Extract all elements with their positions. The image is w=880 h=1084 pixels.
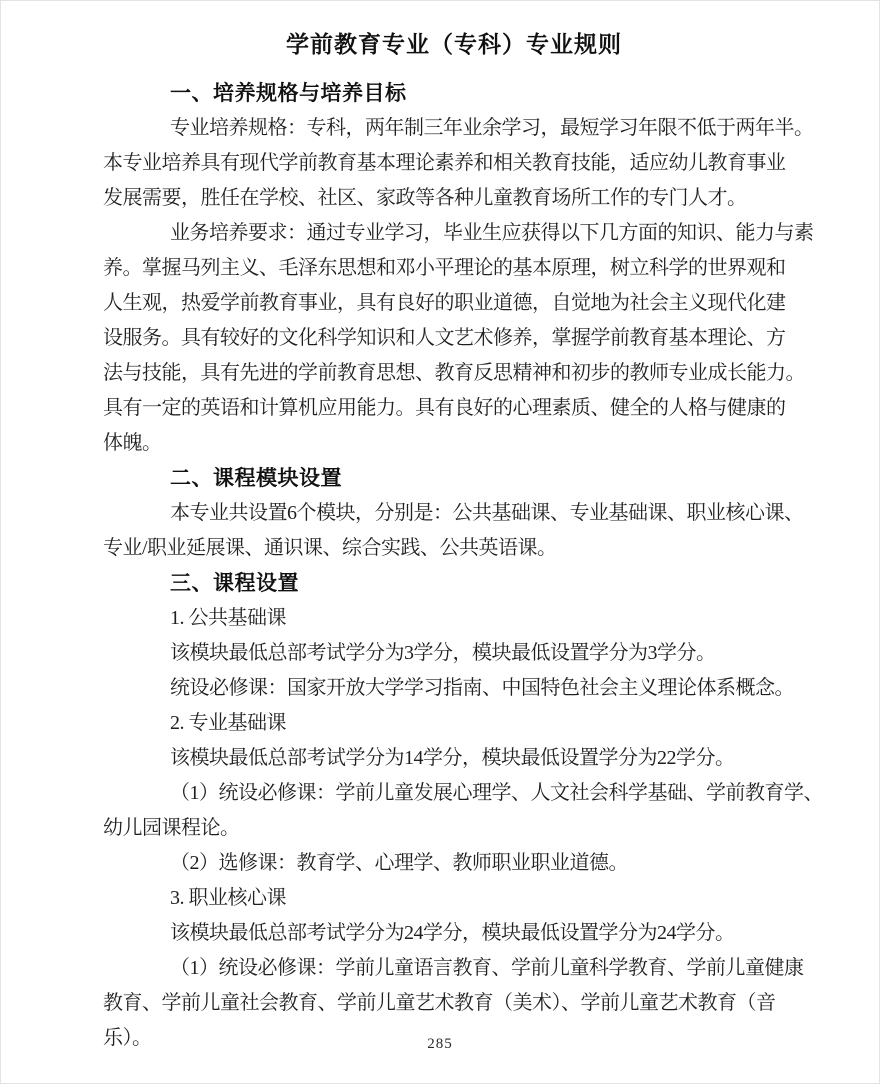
document-line: 1. 公共基础课 bbox=[170, 607, 286, 629]
document-line: 人生观，热爱学前教育事业，具有良好的职业道德，自觉地为社会主义现代化建 bbox=[103, 292, 786, 314]
document-line: 乐）。 bbox=[103, 1027, 152, 1049]
document-body bbox=[103, 76, 823, 1056]
document-line: 该模块最低总部考试学分为3学分，模块最低设置学分为3学分。 bbox=[170, 642, 716, 664]
document-line: 设服务。具有较好的文化科学知识和人文艺术修养，掌握学前教育基本理论、方 bbox=[103, 327, 786, 349]
document-line: 统设必修课：国家开放大学学习指南、中国特色社会主义理论体系概念。 bbox=[170, 677, 794, 699]
document-line: 幼儿园课程论。 bbox=[103, 817, 240, 839]
document-line: （2）选修课：教育学、心理学、教师职业职业道德。 bbox=[170, 852, 628, 874]
document-line: 法与技能，具有先进的学前教育思想、教育反思精神和初步的教师专业成长能力。 bbox=[103, 362, 805, 384]
document-line: 专业/职业延展课、通识课、综合实践、公共英语课。 bbox=[103, 537, 557, 559]
document-line: 养。掌握马列主义、毛泽东思想和邓小平理论的基本原理，树立科学的世界观和 bbox=[103, 257, 786, 279]
document-line: 本专业共设置6个模块，分别是：公共基础课、专业基础课、职业核心课、 bbox=[170, 502, 804, 524]
document-line: 本专业培养具有现代学前教育基本理论素养和相关教育技能，适应幼儿教育事业 bbox=[103, 152, 786, 174]
section-heading: 一、培养规格与培养目标 bbox=[170, 82, 407, 105]
document-line: 该模块最低总部考试学分为14学分，模块最低设置学分为22学分。 bbox=[170, 747, 735, 769]
page-title: 学前教育专业（专科）专业规则 bbox=[286, 31, 622, 57]
document-content bbox=[103, 28, 823, 1056]
document-line: （1）统设必修课：学前儿童语言教育、学前儿童科学教育、学前儿童健康 bbox=[170, 957, 804, 979]
document-line: 发展需要，胜任在学校、社区、家政等各种儿童教育场所工作的专门人才。 bbox=[103, 187, 747, 209]
document-line: 2. 专业基础课 bbox=[170, 712, 286, 734]
section-heading: 二、课程模块设置 bbox=[170, 467, 342, 490]
page-number: 285 bbox=[427, 1036, 453, 1052]
document-line: 专业培养规格：专科，两年制三年业余学习，最短学习年限不低于两年半。 bbox=[170, 117, 814, 139]
document-line: 该模块最低总部考试学分为24学分，模块最低设置学分为24学分。 bbox=[170, 922, 735, 944]
section-heading: 三、课程设置 bbox=[170, 572, 299, 595]
document-line: 业务培养要求：通过专业学习，毕业生应获得以下几方面的知识、能力与素 bbox=[170, 222, 814, 244]
document-line: 具有一定的英语和计算机应用能力。具有良好的心理素质、健全的人格与健康的 bbox=[103, 397, 786, 419]
document-line: 3. 职业核心课 bbox=[170, 887, 286, 909]
document-line: 体魄。 bbox=[103, 432, 162, 454]
document-line: （1）统设必修课：学前儿童发展心理学、人文社会科学基础、学前教育学、 bbox=[170, 782, 823, 804]
document-line: 教育、学前儿童社会教育、学前儿童艺术教育（美术）、学前儿童艺术教育（音 bbox=[103, 992, 776, 1014]
